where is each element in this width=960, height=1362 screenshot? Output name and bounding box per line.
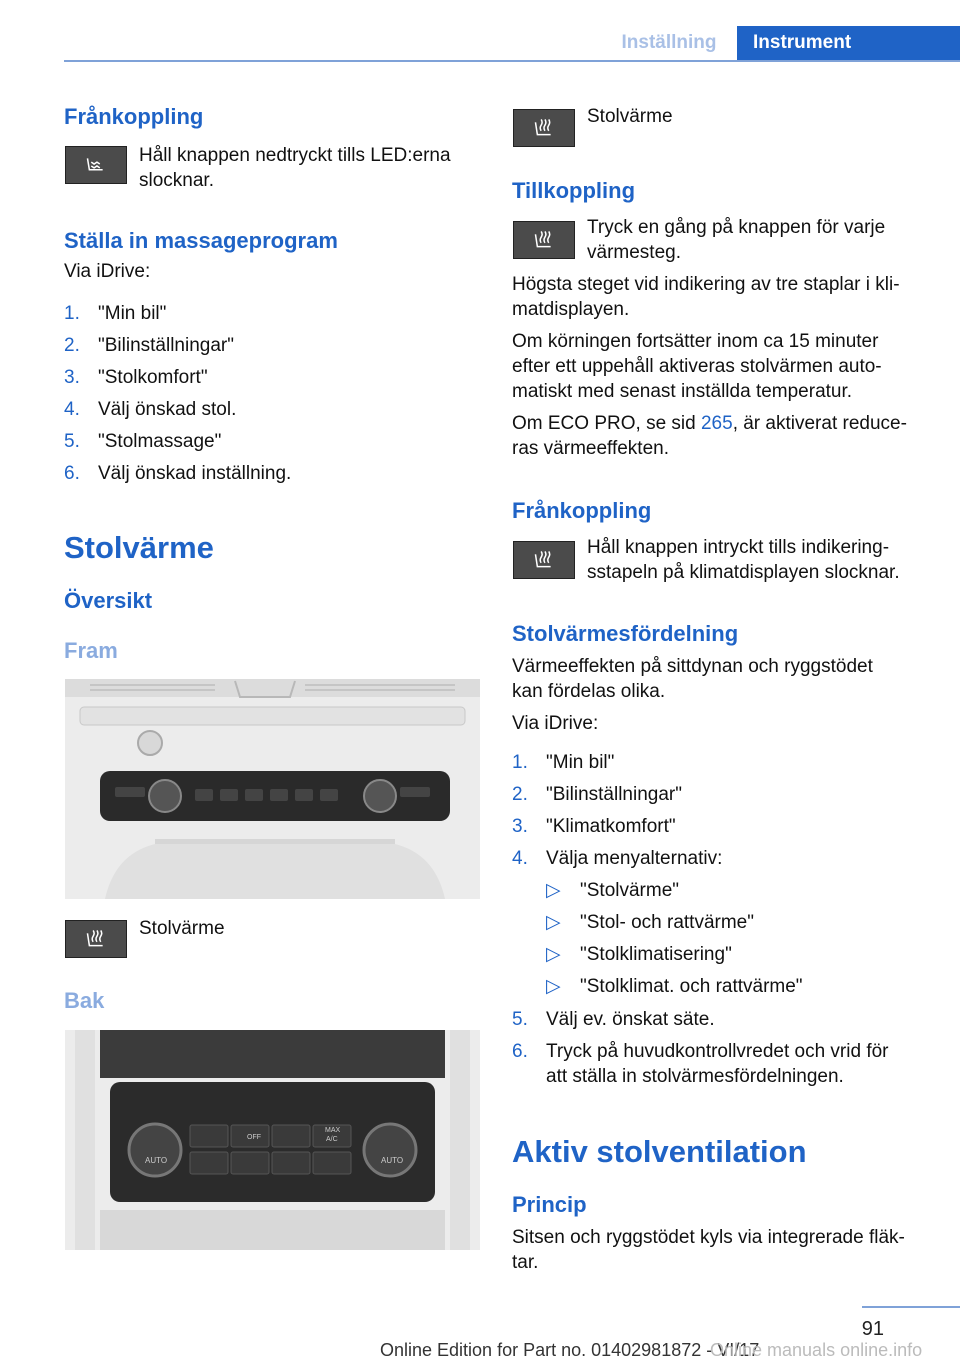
dist-line2: kan fördelas olika. <box>512 681 666 702</box>
off-text-right-2: sstapeln på klimatdisplayen slocknar. <box>587 562 900 583</box>
list-item: 3. "Klimatkomfort" <box>512 816 676 837</box>
list-item: ▷ "Stolvärme" <box>546 880 680 901</box>
rear-off-label: OFF <box>247 1134 261 1141</box>
list-item: 4. Välja menyalternativ: <box>512 848 723 869</box>
list-item: 1. "Min bil" <box>512 752 615 773</box>
p2-line1: Om körningen fortsätter inom ca 15 minuter <box>512 331 879 352</box>
via-idrive-right: Via iDrive: <box>512 713 599 734</box>
page-number: 91 <box>861 1318 884 1340</box>
watermark: Online manuals online.info <box>710 1340 923 1360</box>
p1-line2: matdisplayen. <box>512 299 630 320</box>
list-item: ▷ "Stolklimat. och rattvärme" <box>546 976 803 997</box>
on-text-1: Tryck en gång på knappen för varje <box>587 217 886 238</box>
seat-heating-icon <box>513 109 575 147</box>
front-icon-label: Stolvärme <box>139 918 225 939</box>
list-item: 6. Tryck på huvudkontrollvredet och vrid för <box>512 1041 889 1062</box>
heading-distribution: Stolvärmesfördelning <box>512 621 739 646</box>
heading-off-left: Frånkoppling <box>64 104 204 129</box>
distribution-steps <box>512 750 932 878</box>
list-item: ▷ "Stol- och rattvärme" <box>546 912 754 933</box>
list-item: 1. "Min bil" <box>64 303 167 324</box>
list-item: 5. Välj ev. önskat säte. <box>512 1009 715 1030</box>
vent-line2: tar. <box>512 1252 539 1273</box>
heading-on: Tillkoppling <box>512 178 636 203</box>
menu-options <box>546 878 946 1006</box>
off-text-left: Håll knappen nedtryckt tills LED:erna slocknar. <box>139 145 451 191</box>
rear-auto-right-label: AUTO <box>381 1156 404 1165</box>
header-section-tab[interactable]: Inställning <box>621 32 717 53</box>
vent-line1: Sitsen och ryggstödet kyls via integrerade fläk- <box>512 1227 905 1248</box>
list-item: 3. "Stolkomfort" <box>64 367 208 388</box>
heading-principle: Princip <box>512 1192 587 1217</box>
right-icon-label: Stolvärme <box>587 106 673 127</box>
footer-rule <box>862 1306 960 1308</box>
list-item: 5. "Stolmassage" <box>64 431 222 452</box>
front-climate-panel-photo <box>65 679 480 899</box>
heading-massage: Ställa in massageprogram <box>64 228 338 253</box>
seat-massage-icon <box>65 146 127 184</box>
header-chapter-tab[interactable]: Instrument <box>737 26 960 62</box>
section-title-seat-heating: Stolvärme <box>64 530 214 565</box>
list-item: 6. Välj önskad inställning. <box>64 463 292 484</box>
p2-line3: matiskt med senast inställda temperatur. <box>512 381 853 402</box>
rear-climate-panel-photo <box>65 1030 480 1250</box>
on-text-2: värmesteg. <box>587 242 681 263</box>
seat-heating-icon <box>513 221 575 259</box>
heading-off-right: Frånkoppling <box>512 498 652 523</box>
list-item: 2. "Bilinställningar" <box>64 335 234 356</box>
rear-auto-left-label: AUTO <box>145 1156 168 1165</box>
list-item: 4. Välj önskad stol. <box>64 399 237 420</box>
heading-front: Fram <box>64 638 118 663</box>
p2-line2: efter ett uppehåll aktiveras stolvärmen auto- <box>512 356 882 377</box>
list-item: 2. "Bilinställningar" <box>512 784 682 805</box>
dist-line1: Värmeeffekten på sittdynan och ryggstödet <box>512 656 873 677</box>
list-item: ▷ "Stolklimatisering" <box>546 944 732 965</box>
section-title-ventilation: Aktiv stolventilation <box>512 1134 807 1169</box>
header-rule <box>64 60 960 62</box>
heading-rear: Bak <box>64 988 105 1013</box>
massage-steps <box>64 301 464 493</box>
via-idrive-left: Via iDrive: <box>64 261 151 282</box>
p1-line1: Högsta steget vid indikering av tre staplar i kli- <box>512 274 900 295</box>
heading-overview: Översikt <box>64 588 153 613</box>
off-text-right-1: Håll knappen intryckt tills indikering- <box>587 537 890 558</box>
footer-edition: Online Edition for Part no. 01402981872 - VI/17 <box>380 1340 760 1360</box>
p3-line1: Om ECO PRO, se sid 265, är aktiverat reduce- <box>512 413 907 434</box>
page-link-265[interactable]: 265 <box>700 413 733 434</box>
step6-cont: att ställa in stolvärmesfördelningen. <box>546 1066 844 1087</box>
seat-heating-icon <box>513 541 575 579</box>
p3-line2: ras värmeeffekten. <box>512 438 670 459</box>
rear-ac-label: A/C <box>326 1136 338 1143</box>
distribution-steps-cont <box>512 1007 932 1071</box>
rear-max-label: MAX <box>325 1127 341 1134</box>
seat-heating-icon <box>65 920 127 958</box>
